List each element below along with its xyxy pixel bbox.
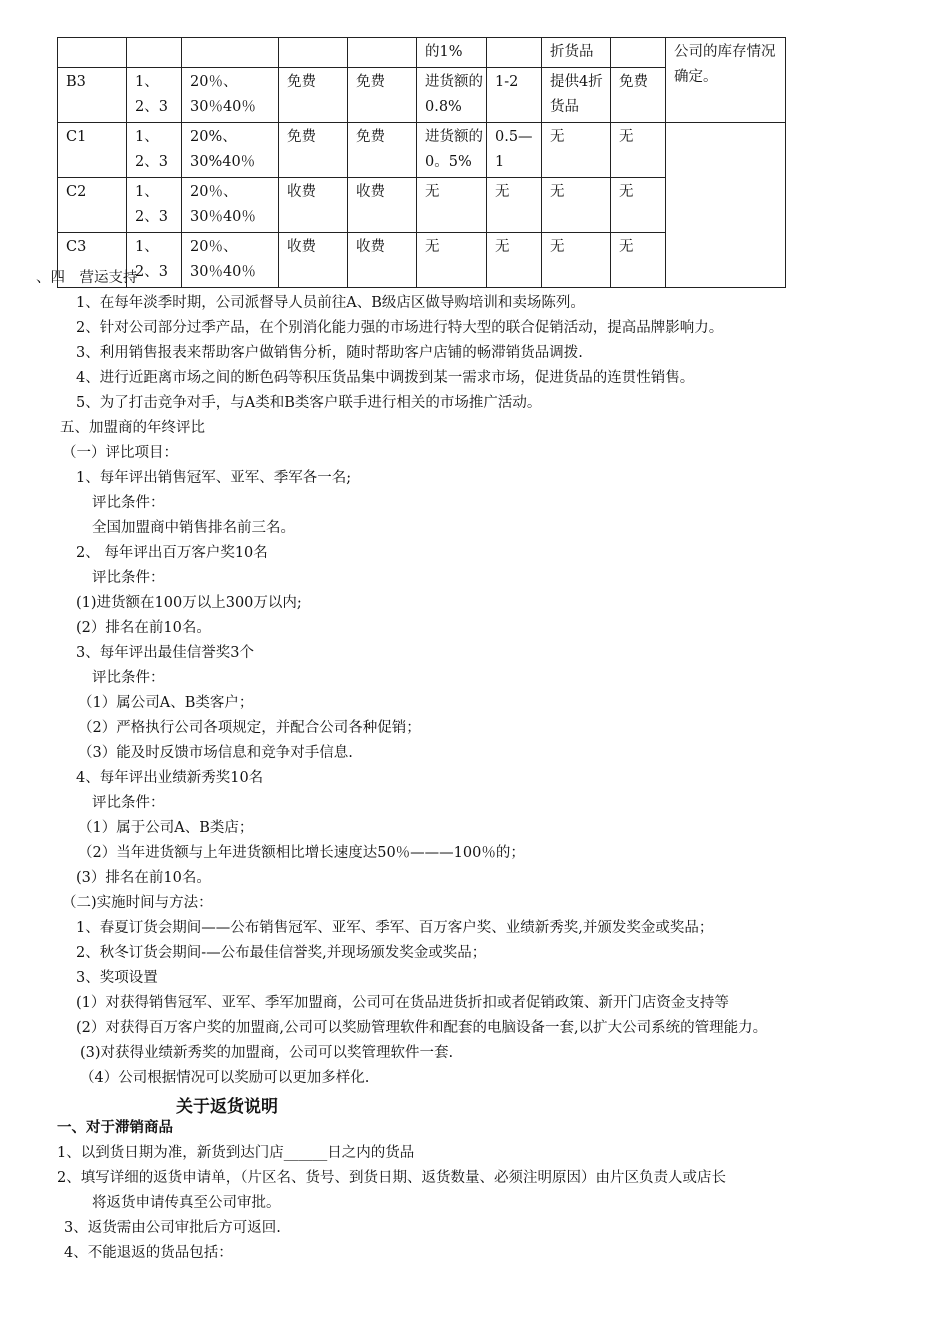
criteria-label: 评比条件： xyxy=(92,795,165,811)
table-cell: 收费 xyxy=(348,233,417,288)
table-cell: 20％、30％40％ xyxy=(182,68,279,123)
list-item: （2）当年进货额与上年进货额相比增长速度达50％———100％的； xyxy=(78,845,525,861)
table-cell: 无 xyxy=(542,233,611,288)
list-item: （4）公司根据情况可以奖励可以更加多样化. xyxy=(80,1070,370,1086)
list-item: 2、 每年评出百万客户奖10名 xyxy=(76,545,268,561)
list-item: 将返货申请传真至公司审批。 xyxy=(92,1195,281,1211)
table-cell: 的1% xyxy=(417,38,487,68)
table-cell: 无 xyxy=(487,233,542,288)
criteria-label: 评比条件： xyxy=(92,495,165,511)
list-item: 2、填写详细的返货申请单，（片区名、货号、到货日期、返货数量、必须注明原因）由片区负责人或店长 xyxy=(57,1170,726,1186)
table-cell: C2 xyxy=(58,178,127,233)
table-cell: 收费 xyxy=(279,178,348,233)
table-cell xyxy=(348,38,417,68)
section-heading-annual-review: 五、加盟商的年终评比 xyxy=(60,420,205,436)
table-cell xyxy=(58,38,127,68)
list-item: （3）能及时反馈市场信息和竞争对手信息. xyxy=(78,745,353,761)
list-item: （1）属公司A、B类客户； xyxy=(78,695,254,711)
table-cell: 1、2、3 xyxy=(127,123,182,178)
table-cell: 进货额的0.8% xyxy=(417,68,487,123)
table-cell: 1、2、3 xyxy=(127,68,182,123)
subsection-heading: （一）评比项目： xyxy=(62,445,178,461)
list-item: 4、每年评出业绩新秀奖10名 xyxy=(76,770,264,786)
table-cell: 无 xyxy=(611,123,666,178)
list-item: (1)进货额在100万以上300万以内; xyxy=(76,595,302,611)
table-cell xyxy=(487,38,542,68)
table-cell: 20％、30％40％ xyxy=(182,178,279,233)
table-cell: 免费 xyxy=(279,123,348,178)
list-item: (1）对获得销售冠军、亚军、季军加盟商，公司可在货品进货折扣或者促销政策、新开门店资金支持等 xyxy=(76,995,729,1011)
table-cell: C1 xyxy=(58,123,127,178)
table-cell: 1、2、3 xyxy=(127,233,182,288)
list-item: （1）属于公司A、B类店； xyxy=(78,820,254,836)
table-cell: 0.5—1 xyxy=(487,123,542,178)
policy-table xyxy=(57,37,786,288)
criteria-label: 评比条件： xyxy=(92,670,165,686)
list-item: (3)对获得业绩新秀奖的加盟商，公司可以奖管理软件一套. xyxy=(80,1045,454,1061)
table-cell xyxy=(182,38,279,68)
table-cell xyxy=(666,123,786,288)
table-cell: 无 xyxy=(611,178,666,233)
list-item: (3）排名在前10名。 xyxy=(76,870,211,886)
list-item: 2、针对公司部分过季产品，在个别消化能力强的市场进行特大型的联合促销活动，提高品牌影响力。 xyxy=(76,320,724,336)
returns-title: 关于返货说明 xyxy=(176,1097,278,1117)
table-row xyxy=(58,38,786,68)
list-item: 5、为了打击竞争对手，与A类和B类客户联手进行相关的市场推广活动。 xyxy=(76,395,542,411)
table-merged-cell: 公司的库存情况确定。 xyxy=(666,38,786,123)
list-item: 4、不能退返的货品包括： xyxy=(64,1245,233,1261)
list-item: (2）对获得百万客户奖的加盟商,公司可以奖励管理软件和配套的电脑设备一套,以扩大公司系统的管理能力。 xyxy=(76,1020,768,1036)
list-item: （2）严格执行公司各项规定，并配合公司各种促销； xyxy=(78,720,421,736)
table-cell xyxy=(611,38,666,68)
section-heading-operations: 、四 营运支持 xyxy=(36,270,138,286)
list-item: 3、返货需由公司审批后方可返回. xyxy=(64,1220,281,1236)
table-cell: 无 xyxy=(487,178,542,233)
table-cell: 无 xyxy=(417,178,487,233)
list-item: 1、春夏订货会期间——公布销售冠军、亚军、季军、百万客户奖、业绩新秀奖,并颁发奖金或奖品； xyxy=(76,920,714,936)
table-cell xyxy=(279,38,348,68)
subsection-heading: （二)实施时间与方法： xyxy=(62,895,213,911)
table-cell: 提供4折货品 xyxy=(542,68,611,123)
table-cell: 免费 xyxy=(348,123,417,178)
table-cell: 进货额的0。5% xyxy=(417,123,487,178)
table-cell: 收费 xyxy=(348,178,417,233)
table-cell: 无 xyxy=(611,233,666,288)
table-cell: 1-2 xyxy=(487,68,542,123)
table-cell: 收费 xyxy=(279,233,348,288)
table-cell: 20%、30%40％ xyxy=(182,123,279,178)
table-cell: 20％、30％40％ xyxy=(182,233,279,288)
table-cell: 折货品 xyxy=(542,38,611,68)
table-cell xyxy=(127,38,182,68)
list-item: (2）排名在前10名。 xyxy=(76,620,211,636)
table-row xyxy=(58,123,786,178)
returns-subtitle: 一、对于滞销商品 xyxy=(57,1119,173,1136)
list-item: 1、每年评出销售冠军、亚军、季军各一名; xyxy=(76,470,352,486)
table-cell: 无 xyxy=(542,178,611,233)
table-cell: 免费 xyxy=(611,68,666,123)
list-item: 4、进行近距离市场之间的断色码等积压货品集中调拨到某一需求市场，促进货品的连贯性销售。 xyxy=(76,370,695,386)
list-item: 3、每年评出最佳信誉奖3个 xyxy=(76,645,254,661)
list-item: 3、利用销售报表来帮助客户做销售分析，随时帮助客户店铺的畅滞销货品调拨. xyxy=(76,345,583,361)
criteria-label: 评比条件： xyxy=(92,570,165,586)
list-item: 3、奖项设置 xyxy=(76,970,158,986)
table-cell: 1、2、3 xyxy=(127,178,182,233)
table-cell: C3 xyxy=(58,233,127,288)
table-cell: B3 xyxy=(58,68,127,123)
list-item: 2、秋冬订货会期间-—公布最佳信誉奖,并现场颁发奖金或奖品； xyxy=(76,945,487,961)
table-cell: 免费 xyxy=(279,68,348,123)
list-item: 1、以到货日期为准，新货到达门店______日之内的货品 xyxy=(57,1145,415,1161)
table-cell: 免费 xyxy=(348,68,417,123)
table-cell: 无 xyxy=(417,233,487,288)
list-item: 全国加盟商中销售排名前三名。 xyxy=(92,520,295,536)
table-cell: 无 xyxy=(542,123,611,178)
list-item: 1、在每年淡季时期，公司派督导人员前往A、B级店区做导购培训和卖场陈列。 xyxy=(76,295,585,311)
